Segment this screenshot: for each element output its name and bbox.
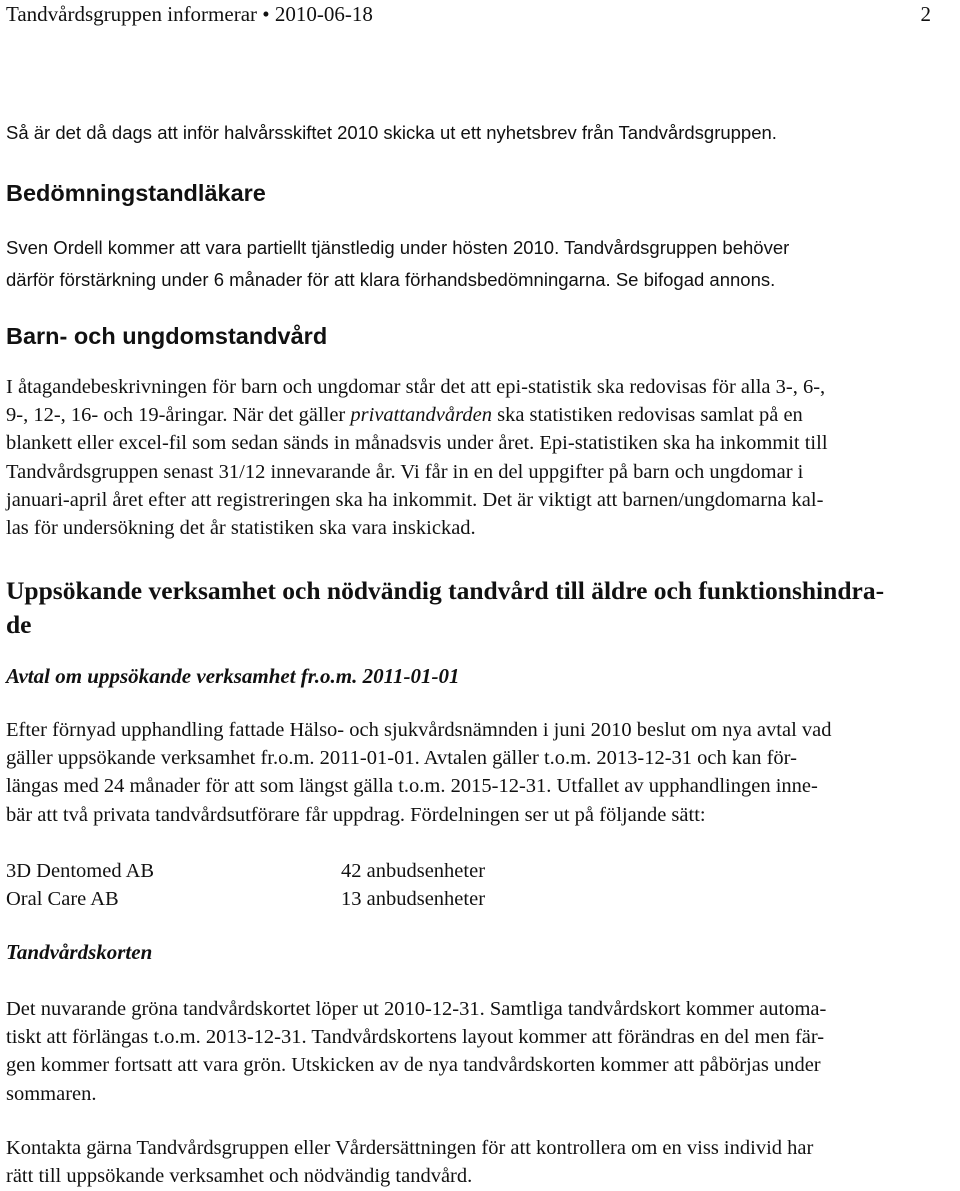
text-line: Tandvårdsgruppen senast 31/12 innevarande år. Vi får in en del uppgifter på barn och ungdomar i [6,460,804,483]
text-line [6,401,828,429]
text-line: gen kommer fortsatt att vara grön. Utskicken av de nya tandvårdskorten kommer att påbörjas under [6,1054,821,1077]
closing-text [6,1134,813,1190]
section2-body [6,373,828,542]
text-line: blankett eller excel-fil som sedan sänds in månadsvis under året. Epi-statistiken ska ha inkommit till [6,432,828,455]
text-line: längas med 24 månader för att som längst gälla t.o.m. 2015-12-31. Utfallet av upphandlingen inne- [6,775,818,798]
text-line: tiskt att förlängas t.o.m. 2013-12-31. Tandvårdskortens layout kommer att förändras en del men fär- [6,1026,825,1049]
italic-term: privattandvården [350,404,492,427]
section4-body [6,995,826,1108]
text-line: gäller uppsökande verksamhet fr.o.m. 2011-01-01. Avtalen gäller t.o.m. 2013-12-31 och kan för- [6,747,797,770]
page-number: 2 [920,2,931,26]
text-line: rätt till uppsökande verksamhet och nödvändig tandvård. [6,1165,473,1188]
text-line: Efter förnyad upphandling fattade Hälso- och sjukvårdsnämnden i juni 2010 beslut om nya avtal vad [6,719,832,741]
list-item [6,857,606,885]
text-line: sommaren. [6,1082,97,1105]
text-span: ska statistiken redovisas samlat på en [491,404,803,427]
units-value: 42 anbudsenheter [341,860,486,882]
subheading-avtal: Avtal om uppsökande verksamhet fr.o.m. 2011-01-01 [6,664,460,688]
distribution-list [6,857,606,913]
text-line: bär att två privata tandvårdsutförare får uppdrag. Fördelningen ser ut på följande sätt: [6,803,706,826]
section3-body [6,716,832,829]
intro-text: Så är det då dags att inför halvårsskiftet 2010 skicka ut ett nyhetsbrev från Tandvårdsgruppen. [6,122,777,143]
text-span: 9-, 12-, 16- och 19-åringar. När det gäller [6,404,351,427]
heading-bedomningstandlakare: Bedömningstandläkare [6,180,266,206]
text-line: Sven Ordell kommer att vara partiellt tjänstledig under hösten 2010. Tandvårdsgruppen behöver [6,237,790,258]
text-line: I åtagandebeskrivningen för barn och ungdomar står det att epi-statistik ska redovisas för alla 3-, 6-, [6,376,826,398]
text-line: därför förstärkning under 6 månader för att klara förhandsbedömningarna. Se bifogad annons. [6,269,776,290]
text-line: januari-april året efter att registreringen ska ha inkommit. Det är viktigt att barnen/ungdomarna kal- [6,488,824,511]
subheading-tandvardskorten: Tandvårdskorten [6,940,153,964]
heading-line: Uppsökande verksamhet och nödvändig tandvård till äldre och funktionshindra- [6,576,885,605]
heading-uppsokande [6,574,884,642]
header-title: Tandvårdsgruppen informerar • 2010-06-18 [6,2,373,26]
units-value: 13 anbudsenheter [341,888,486,911]
company-name: 3D Dentomed AB [6,860,155,882]
company-name: Oral Care AB [6,888,119,911]
heading-line: de [6,610,32,639]
heading-barn-ungdomstandvard: Barn- och ungdomstandvård [6,323,328,349]
text-line: Kontakta gärna Tandvårdsgruppen eller Vårdersättningen för att kontrollera om en viss individ har [6,1137,814,1159]
text-line: las för undersökning det år statistiken ska vara inskickad. [6,517,476,540]
list-item [6,885,606,913]
text-line: Det nuvarande gröna tandvårdskortet löper ut 2010-12-31. Samtliga tandvårdskort kommer automa- [6,998,827,1020]
section1-body [6,232,789,296]
